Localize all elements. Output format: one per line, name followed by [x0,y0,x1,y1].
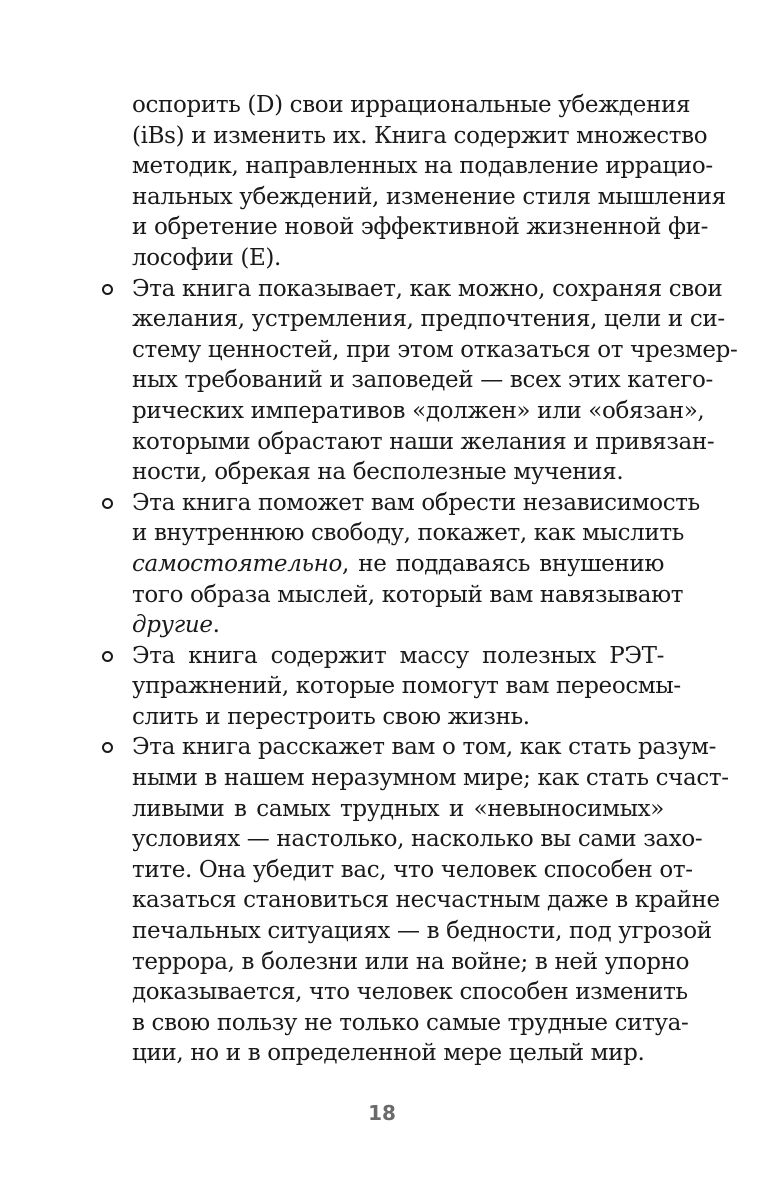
text-line: и обретение новой эффективной жизненной фи- [132,214,709,241]
text-line: ности, обрекая на бесполезные мучения. [132,459,624,486]
text-line: лософии (E). [132,244,282,271]
page-body [132,90,738,1069]
text-line [132,549,664,580]
circle-bullet-icon [102,651,113,662]
emphasis-text: самостоятельно [132,550,342,577]
text-line: тите. Она убедит вас, что человек способен от- [132,856,693,883]
text-line [132,610,664,641]
emphasis-text: другие [132,612,213,639]
bullet-item-3 [132,641,681,733]
text-fragment: , не поддаваясь внушению [341,550,664,577]
text-line: Эта книга расскажет вам о том, как стать разум- [132,734,717,761]
text-line: ции, но и в определенной мере целый мир. [132,1040,645,1067]
text-line: в свою пользу не только самые трудные ситуа- [132,1009,689,1036]
text-line: слить и перестроить свою жизнь. [132,703,530,730]
text-line: печальных ситуациях — в бедности, под угрозой [132,918,712,945]
text-line: упражнений, которые помогут вам переосмы- [132,673,681,700]
text-line: того образа мыслей, который вам навязывают [132,581,684,608]
text-line: казаться становиться несчастным даже в крайне [132,887,720,914]
text-line: и внутреннюю свободу, покажет, как мыслить [132,520,684,547]
text-line: ливыми в самых трудных и «невыносимых» [132,795,664,822]
text-line: (iBs) и изменить их. Книга содержит множество [132,122,708,149]
text-line: желания, устремления, предпочтения, цели и си- [132,306,725,333]
text-line: нальных убеждений, изменение стиля мышления [132,183,726,210]
text-line: ных требований и заповедей — всех этих катего- [132,367,713,394]
bullet-item-1 [132,274,738,488]
text-line: доказывается, что человек способен изменить [132,979,688,1006]
intro-paragraph [132,90,726,274]
text-line: Эта книга содержит массу полезных РЭТ- [132,642,664,669]
page-number: 18 [368,1101,396,1125]
text-line: ными в нашем неразумном мире; как стать счаст- [132,765,729,792]
bullet-item-4 [132,732,729,1069]
text-line: условиях — настолько, насколько вы сами захо- [132,826,703,853]
circle-bullet-icon [102,284,113,295]
text-line: методик, направленных на подавление иррацио- [132,153,713,180]
text-line: оспорить (D) свои иррациональные убеждения [132,92,691,118]
text-line: террора, в болезни или на войне; в ней упорно [132,948,690,975]
circle-bullet-icon [102,742,113,753]
text-line: Эта книга поможет вам обрести независимость [132,489,700,516]
text-line: стему ценностей, при этом отказаться от чрезмер- [132,336,738,363]
text-fragment: . [212,612,220,639]
circle-bullet-icon [102,498,113,509]
text-line: рических императивов «должен» или «обязан», [132,397,705,424]
text-line: Эта книга показывает, как можно, сохраняя свои [132,275,723,302]
text-line: которыми обрастают наши желания и привязан- [132,428,715,455]
bullet-item-2 [132,488,700,641]
